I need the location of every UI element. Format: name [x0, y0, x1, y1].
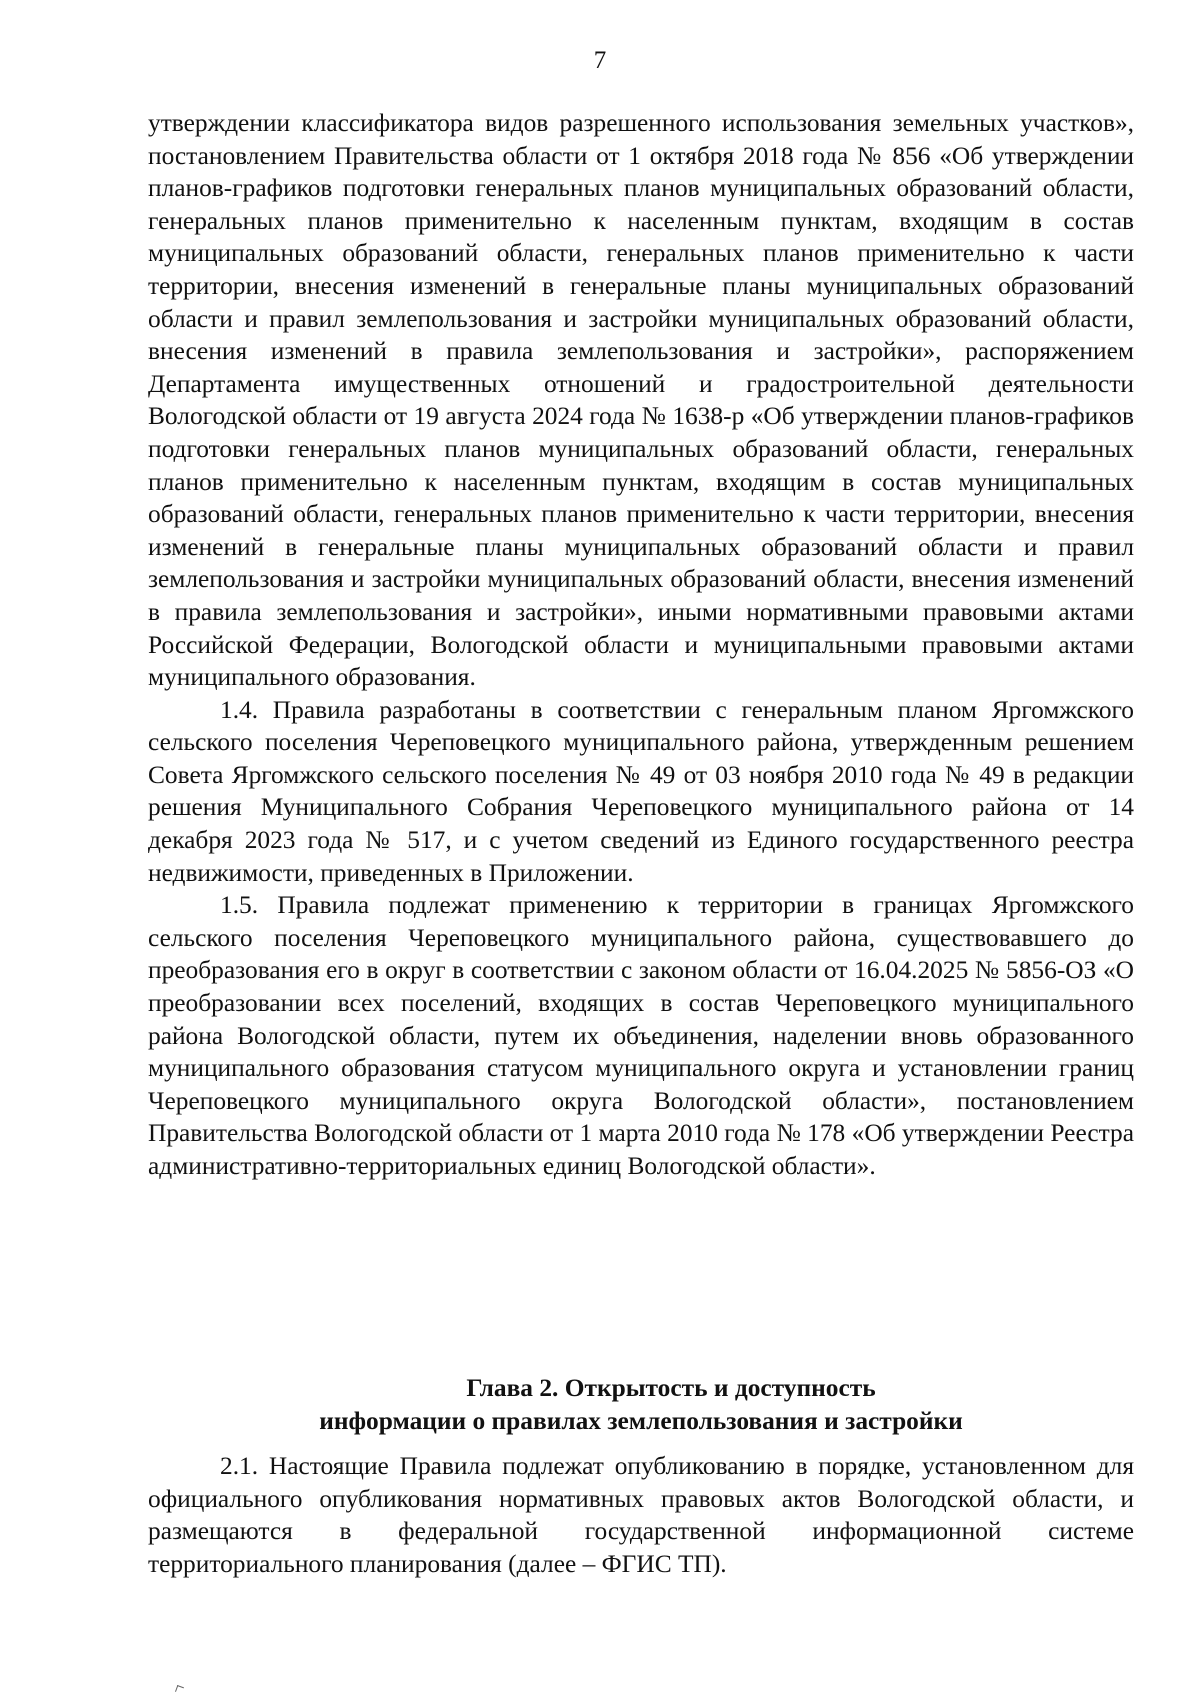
paragraph-1-4: 1.4. Правила разработаны в соответствии с генеральным планом Яргомжского сельского поселения Череповецкого муниципального района, утвержденным решением Совета Яргомжского сельского поселения № 49 от 03 ноября 2010 года № 49 в редакции решения Муниципального Собрания Череповецкого муниципального района от 14 декабря 2023 года № 517, и с учетом сведений из Единого государственного реестра недвижимости, приведенных в Приложении.: [148, 695, 1134, 887]
chapter-2-body: [148, 1450, 1134, 1580]
chapter-2-heading: [148, 1372, 1134, 1437]
scan-mark: [175, 1685, 184, 1694]
page-number: 7: [593, 47, 607, 74]
paragraph-1-5: 1.5. Правила подлежат применению к территории в границах Яргомжского сельского поселения Череповецкого муниципального района, существовавшего до преобразования его в округ в соответствии с законом области от 16.04.2025 № 5856-ОЗ «О преобразовании всех поселений, входящих в состав Череповецкого муниципального района Вологодской области, путем их объединения, наделении вновь образованного муниципального образования статусом муниципального округа и установлении границ Череповецкого муниципального округа Вологодской области», постановлением Правительства Вологодской области от 1 марта 2010 года № 178 «Об утверждении Реестра административно-территориальных единиц Вологодской области».: [148, 891, 1134, 1180]
document-body: [148, 107, 1134, 1183]
paragraph-2-1: 2.1. Настоящие Правила подлежат опубликованию в порядке, установленном для официального опубликования нормативных правовых актов Вологодской области, и размещаются в федеральной государственной информационной системе территориального планирования (далее – ФГИС ТП).: [148, 1452, 1134, 1578]
chapter-2-heading-line-1: Глава 2. Открытость и доступность: [466, 1374, 876, 1402]
paragraph-continuation: утверждении классификатора видов разрешенного использования земельных участков», постановлением Правительства области от 1 октября 2018 года № 856 «Об утверждении планов-графиков подготовки генеральных планов муниципальных образований области, генеральных планов применительно к населенным пунктам, входящим в состав муниципальных образований области, генеральных планов применительно к части территории, внесения изменений в генеральные планы муниципальных образований области и правил землепользования и застройки муниципальных образований области, внесения изменений в правила землепользования и застройки», распоряжением Департамента имущественных отношений и градостроительной деятельности Вологодской области от 19 августа 2024 года № 1638-р «Об утверждении планов-графиков подготовки генеральных планов муниципальных образований области, генеральных планов применительно к населенным пунктам, входящим в состав муниципальных образований области, генеральных планов применительно к части территории, внесения изменений в генеральные планы муниципальных образований области и правил землепользования и застройки муниципальных образований области, внесения изменений в правила землепользования и застройки», иными нормативными правовыми актами Российской Федерации, Вологодской области и муниципальными правовыми актами муниципального образования.: [148, 109, 1134, 692]
chapter-2-heading-line-2: информации о правилах землепользования и застройки: [319, 1406, 963, 1435]
